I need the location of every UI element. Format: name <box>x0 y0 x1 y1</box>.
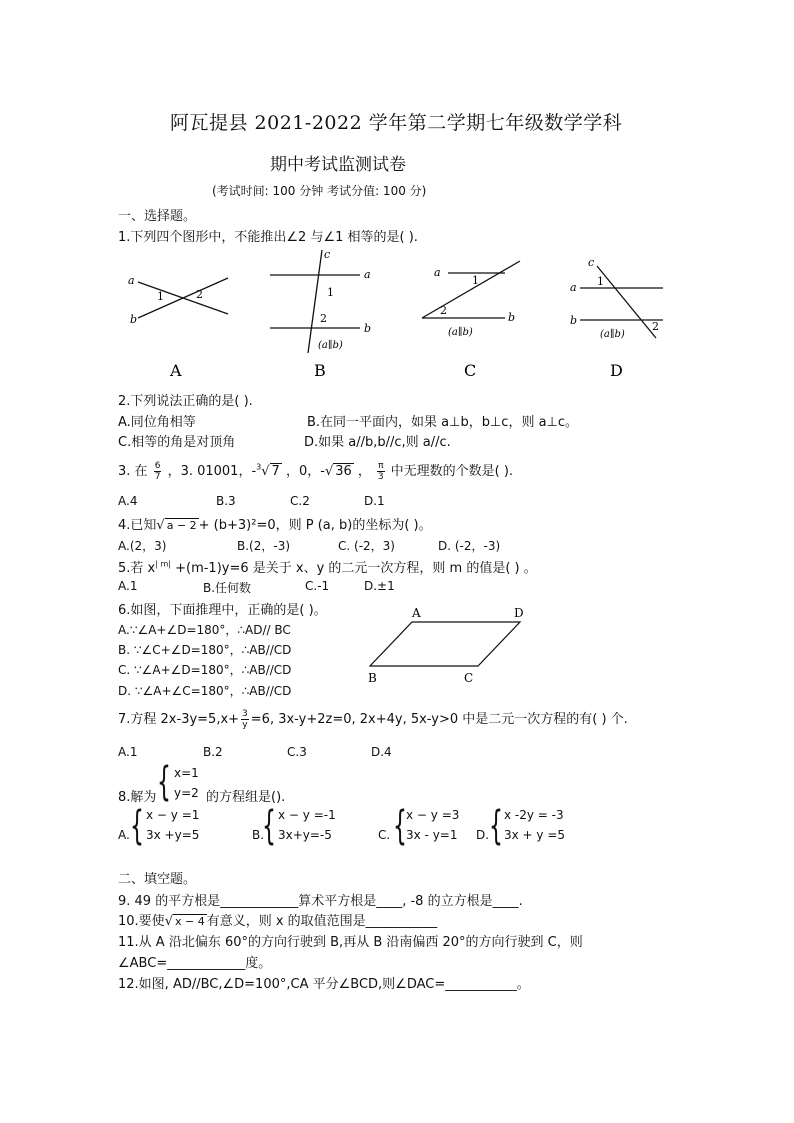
q6-option-b: B. ∵∠C+∠D=180°，∴AB//CD <box>118 643 292 657</box>
q5-option-d: D.±1 <box>364 579 395 593</box>
figure-a <box>128 274 228 380</box>
q8-option-a-brace: { <box>130 803 144 849</box>
q8-system-top: x=1 <box>174 766 199 780</box>
q2-option-a: A.同位角相等 <box>118 415 196 430</box>
q3-root-index: 3 <box>256 462 262 472</box>
q6-option-c: C. ∵∠A+∠D=180°，∴AB//CD <box>118 663 292 677</box>
q7-suffix: =6, 3x-y+2z=0, 2x+4y, 5x-y>0 中是二元一次方程的有( ) 个. <box>250 712 628 727</box>
q4-prefix: 4.已知 <box>118 518 157 533</box>
question-10: 10.要使√ x − 4 有意义，则 x 的取值范围是___________ <box>118 914 438 929</box>
fig-b-caption: B <box>314 361 326 380</box>
question-11-line-1: 11.从 A 沿北偏东 60°的方向行驶到 B,再从 B 沿南偏西 20°的方向行驶到 C，则 <box>118 935 583 950</box>
fig-d-label-c: c <box>588 256 595 269</box>
question-9: 9. 49 的平方根是____________算术平方根是____, -8 的立方根是____. <box>118 894 523 909</box>
section-heading-fill: 二、填空题。 <box>118 872 197 887</box>
fig-c-caption: C <box>464 361 477 380</box>
fig-a-angle-2: 2 <box>196 288 203 301</box>
q6-parallelogram-figure <box>360 602 540 692</box>
q8-prefix: 8.解为 <box>118 790 157 805</box>
q3-option-a: A.4 <box>118 494 138 508</box>
fig-a-angle-1: 1 <box>157 290 164 303</box>
q2-option-b: B.在同一平面内，如果 a⊥b，b⊥c，则 a⊥c。 <box>307 415 579 430</box>
q4-option-b: B.(2，-3) <box>237 539 291 553</box>
q8-option-d-label: D. <box>476 828 490 842</box>
fig-b-label-b: b <box>364 322 372 335</box>
q6-option-d: D. ∵∠A+∠C=180°，∴AB//CD <box>118 684 292 698</box>
fig-d-parallel: (a∥b) <box>600 329 625 340</box>
question-6: 6.如图，下面推理中，正确的是( )。 <box>118 603 327 618</box>
q10-suffix: 有意义，则 x 的取值范围是___________ <box>206 914 438 929</box>
q8-option-c-label: C. <box>378 828 391 842</box>
q3-option-c: C.2 <box>290 494 310 508</box>
exam-info: (考试时间: 100 分钟 考试分值: 100 分) <box>212 184 427 198</box>
q7-prefix: 7.方程 2x-3y=5,x+ <box>118 712 240 727</box>
q8-system-bottom: y=2 <box>174 786 199 800</box>
q4-option-c: C. (-2，3) <box>338 539 395 553</box>
q3-mid3: ， <box>357 464 371 479</box>
fig-d-caption: D <box>610 361 623 380</box>
q8-option-d-top: x -2y = -3 <box>504 808 564 822</box>
fig-b-angle-1: 1 <box>327 286 334 299</box>
question-5 <box>118 557 537 576</box>
q8-option-c-brace: { <box>393 803 407 849</box>
q4-option-a: A.(2，3) <box>118 539 167 553</box>
q5-suffix: +(m-1)y=6 是关于 x、y 的二元一次方程，则 m 的值是( ) 。 <box>170 561 537 576</box>
question-12: 12.如图, AD//BC,∠D=100°,CA 平分∠BCD,则∠DAC=___________。 <box>118 977 530 992</box>
fig-c-angle-2: 2 <box>440 304 447 317</box>
fig-a-label-b: b <box>130 313 138 326</box>
q7-option-b: B.2 <box>203 745 223 759</box>
q8-option-b-brace: { <box>262 803 276 849</box>
q2-option-d: D.如果 a//b,b//c,则 a//c. <box>304 435 451 450</box>
fig-b-parallel: (a∥b) <box>318 340 343 351</box>
q4-root: a − 2 <box>166 519 197 532</box>
q3-prefix: 3. 在 <box>118 464 148 479</box>
q3-f1-numerator: 6 <box>154 461 161 471</box>
q5-option-b: B.任何数 <box>203 581 252 595</box>
q8-option-d-brace: { <box>489 803 503 849</box>
q6-vertex-a: A <box>412 606 421 620</box>
q5-prefix: 5.若 x <box>118 561 156 576</box>
fig-d-angle-2: 2 <box>652 320 659 333</box>
q2-option-c: C.相等的角是对顶角 <box>118 435 236 450</box>
q3-fraction-1 <box>154 461 162 482</box>
q3-mid: ，3. 01001，- <box>167 464 257 479</box>
fig-d-label-a: a <box>570 281 577 294</box>
fig-d-angle-1: 1 <box>597 275 604 288</box>
q6-option-a: A.∵∠A+∠D=180°，∴AD// BC <box>118 623 291 637</box>
q3-f2-denominator: 3 <box>377 472 384 482</box>
q8-option-b-bottom: 3x+y=-5 <box>278 828 332 842</box>
q3-f1-denominator: 7 <box>154 472 161 482</box>
section-heading-choice: 一、选择题。 <box>118 209 197 224</box>
q7-option-a: A.1 <box>118 745 138 759</box>
q5-option-a: A.1 <box>118 579 138 593</box>
fig-b-label-c: c <box>324 248 331 261</box>
q7-fraction <box>241 709 249 730</box>
question-2: 2.下列说法正确的是( ). <box>118 394 253 409</box>
q3-suffix: 中无理数的个数是( ). <box>390 464 514 479</box>
q8-option-b-top: x − y =-1 <box>278 808 336 822</box>
question-7 <box>118 708 628 730</box>
q3-fraction-2 <box>377 461 384 482</box>
q3-option-b: B.3 <box>216 494 236 508</box>
q8-option-a-top: x − y =1 <box>146 808 200 822</box>
q8-option-d-bottom: 3x + y =5 <box>504 828 566 842</box>
question-3: 3. 在 $\frac{6}{7}$ ，3. 01001，-$^3$√ 7 ，0，-√ 36 ， $\frac{\pi}{3}$ 中无理数的个数是( ). <box>118 461 514 482</box>
figure-b <box>270 248 371 380</box>
question-11-line-2: ∠ABC=____________度。 <box>118 956 272 971</box>
fig-c-parallel: (a∥b) <box>448 327 473 338</box>
figure-c <box>422 261 520 380</box>
q8-option-b-label: B. <box>252 828 265 842</box>
fig-d-label-b: b <box>570 314 578 327</box>
fig-c-label-a: a <box>434 266 441 279</box>
q7-option-c: C.3 <box>287 745 307 759</box>
fig-b-angle-2: 2 <box>320 312 327 325</box>
q4-suffix: + (b+3)²=0，则 P (a, b)的坐标为( )。 <box>198 518 432 533</box>
q8-option-a-label: A. <box>118 828 130 842</box>
q6-vertex-c: C <box>464 671 474 685</box>
fig-a-caption: A <box>170 361 182 380</box>
q6-vertex-b: B <box>368 671 377 685</box>
page-subtitle: 期中考试监测试卷 <box>270 155 406 175</box>
q3-root-1: 7 <box>271 464 280 479</box>
figure-d <box>570 256 663 380</box>
q8-option-a-bottom: 3x +y=5 <box>146 828 200 842</box>
question-1: 1.下列四个图形中，不能推出∠2 与∠1 相等的是( ). <box>118 230 418 245</box>
q10-prefix: 10.要使 <box>118 914 165 929</box>
q3-option-d: D.1 <box>364 494 385 508</box>
page-title: 阿瓦提县 2021-2022 学年第二学期七年级数学学科 <box>170 112 623 134</box>
q3-f2-numerator: π <box>378 461 384 471</box>
fig-c-label-b: b <box>508 311 516 324</box>
q7-option-d: D.4 <box>371 745 392 759</box>
q3-mid2: ，0，- <box>285 464 325 479</box>
q5-exponent: | m| <box>155 559 171 569</box>
fig-c-angle-1: 1 <box>472 274 479 287</box>
question-4: 4.已知√ a − 2 + (b+3)²=0，则 P (a, b)的坐标为( )。 <box>118 518 432 533</box>
q1-figures <box>110 248 690 388</box>
q4-option-d: D. (-2，-3) <box>438 539 501 553</box>
q6-vertex-d: D <box>514 606 524 620</box>
q7-f-denominator: y <box>242 720 248 730</box>
q8-option-c-bottom: 3x - y=1 <box>406 828 458 842</box>
fig-b-label-a: a <box>364 268 371 281</box>
q3-root-2: 36 <box>335 464 352 479</box>
q7-f-numerator: 3 <box>242 709 248 719</box>
q8-brace: { <box>157 759 171 805</box>
q10-root: x − 4 <box>174 915 205 928</box>
q8-suffix: 的方程组是(). <box>206 790 286 805</box>
q5-option-c: C.-1 <box>305 579 330 593</box>
fig-a-label-a: a <box>128 274 135 287</box>
q8-option-c-top: x − y =3 <box>406 808 460 822</box>
